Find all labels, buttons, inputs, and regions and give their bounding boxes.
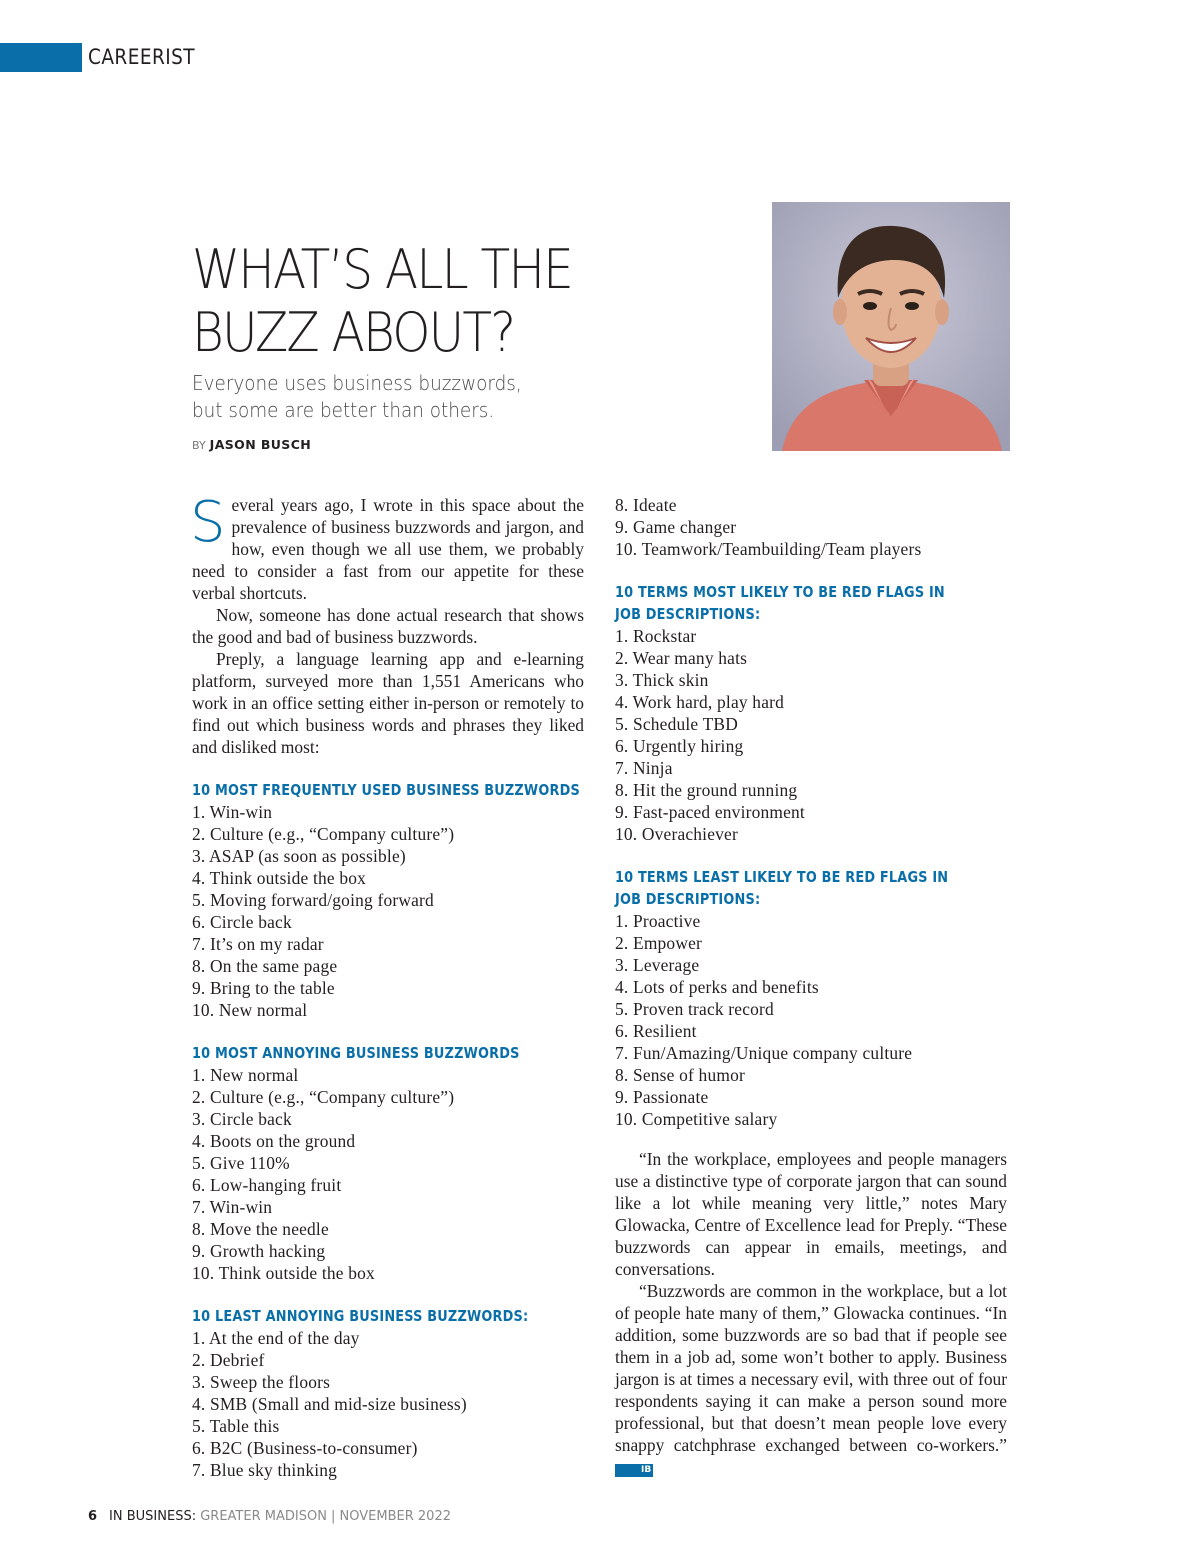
spacer: [615, 560, 1007, 581]
list-item: 2. Debrief: [192, 1350, 265, 1370]
list-item: 3. Sweep the floors: [192, 1372, 331, 1392]
list-item: 9. Bring to the table: [192, 978, 335, 998]
list-item: 8. Move the needle: [192, 1219, 329, 1239]
intro-paragraph-3: Preply, a language learning app and e-learning platform, surveyed more than 1,551 Americans who work in an office setting either in-person or remotely to find out which business words and phrases they liked and disliked most:: [192, 649, 584, 757]
list-item: 8. Hit the ground running: [615, 780, 798, 800]
drop-cap: S: [190, 490, 226, 555]
headline-line-2: BUZZ ABOUT?: [192, 301, 515, 364]
list-item: 6. B2C (Business-to-consumer): [192, 1438, 418, 1458]
spacer: [192, 758, 584, 779]
list-item: 6. Low-hanging fruit: [192, 1175, 342, 1195]
list-item: 1. Win-win: [192, 802, 273, 822]
spacer: [615, 845, 1007, 866]
list-item: 3. Thick skin: [615, 670, 709, 690]
list-item: 4. SMB (Small and mid-size business): [192, 1394, 467, 1414]
list-red-flags: [615, 625, 1007, 845]
byline-author: JASON BUSCH: [209, 437, 312, 452]
list-item: 10. Think outside the box: [192, 1263, 375, 1283]
list-item: 4. Think outside the box: [192, 868, 367, 888]
list-item: 3. Leverage: [615, 955, 700, 975]
list-item: 7. Ninja: [615, 758, 673, 778]
list-item: 6. Urgently hiring: [615, 736, 744, 756]
headline-line-1: WHAT’S ALL THE: [192, 238, 573, 301]
list-item: 10. Competitive salary: [615, 1109, 778, 1129]
list-item: 1. Proactive: [615, 911, 701, 931]
publication-name: IN BUSINESS:: [109, 1509, 197, 1524]
list-item: 9. Fast-paced environment: [615, 802, 805, 822]
deck-line-2: but some are better than others.: [192, 398, 495, 422]
closing-paragraph-2: [615, 1280, 1007, 1478]
list-not-red-flags: [615, 910, 1007, 1130]
list-item: 4. Lots of perks and benefits: [615, 977, 819, 997]
list-item: 5. Schedule TBD: [615, 714, 738, 734]
list-item: 2. Empower: [615, 933, 703, 953]
intro-paragraph-1-text: everal years ago, I wrote in this space about the prevalence of business buzzwords and jargon, and how, even though we all use them, we probably need to consider a fast from our appetite for these verbal shortcuts.: [192, 495, 584, 603]
page-number: 6: [88, 1509, 98, 1524]
list-item: 5. Proven track record: [615, 999, 774, 1019]
list-item: 9. Passionate: [615, 1087, 709, 1107]
list-heading-most-annoying: 10 MOST ANNOYING BUSINESS BUZZWORDS: [192, 1044, 520, 1062]
spacer: [615, 1130, 1007, 1148]
list-item: 6. Circle back: [192, 912, 292, 932]
list-item: 2. Wear many hats: [615, 648, 748, 668]
byline-prefix: BY: [192, 439, 206, 452]
deck-subtitle: [192, 370, 612, 424]
list-item: 7. It’s on my radar: [192, 934, 324, 954]
list-item: 7. Fun/Amazing/Unique company culture: [615, 1043, 913, 1063]
list-item: 6. Resilient: [615, 1021, 697, 1041]
section-color-bar: [0, 43, 82, 72]
list-item: 8. Ideate: [615, 495, 677, 515]
list-item: 1. Rockstar: [615, 626, 697, 646]
intro-paragraph-1: [190, 490, 584, 604]
list-item: 7. Blue sky thinking: [192, 1460, 338, 1480]
list-item: 1. New normal: [192, 1065, 299, 1085]
list-item: 10. Teamwork/Teambuilding/Team players: [615, 539, 922, 559]
list-item: 3. ASAP (as soon as possible): [192, 846, 406, 866]
list-item: 1. At the end of the day: [192, 1328, 360, 1348]
publication-issue: GREATER MADISON | NOVEMBER 2022: [196, 1509, 451, 1524]
headline: [192, 238, 712, 364]
list-heading-red-flags: 10 TERMS MOST LIKELY TO BE RED FLAGS IN JOB DESCRIPTIONS:: [615, 583, 945, 623]
intro-paragraph-2: Now, someone has done actual research that shows the good and bad of business buzzwords.: [192, 605, 584, 647]
list-item: 4. Boots on the ground: [192, 1131, 356, 1151]
closing-paragraph-1: “In the workplace, employees and people managers use a distinctive type of corporate jargon that can sound like a lot while meaning very little,” notes Mary Glowacka, Centre of Excellence lead for Preply. “These buzzwords can appear in emails, meetings, and conversations.: [615, 1149, 1007, 1279]
list-item: 5. Give 110%: [192, 1153, 290, 1173]
list-item: 9. Game changer: [615, 517, 737, 537]
section-label: CAREERIST: [88, 45, 196, 69]
column-right: [615, 494, 1007, 1478]
list-most-used: [192, 801, 584, 1021]
list-least-annoying: [192, 1327, 584, 1481]
list-most-annoying: [192, 1064, 584, 1284]
author-photo: [772, 202, 1010, 451]
list-item: 10. New normal: [192, 1000, 308, 1020]
list-item: 4. Work hard, play hard: [615, 692, 785, 712]
deck-line-1: Everyone uses business buzzwords,: [192, 371, 522, 395]
list-heading-most-used: 10 MOST FREQUENTLY USED BUSINESS BUZZWORDS: [192, 781, 580, 799]
spacer: [192, 1021, 584, 1042]
list-item: 8. On the same page: [192, 956, 338, 976]
spacer: [192, 1284, 584, 1305]
list-item: 7. Win-win: [192, 1197, 273, 1217]
end-mark-icon: IB: [615, 1464, 653, 1477]
list-item: 5. Moving forward/going forward: [192, 890, 434, 910]
page-footer: [88, 1509, 451, 1524]
list-item: 2. Culture (e.g., “Company culture”): [192, 824, 455, 844]
closing-paragraph-2-text: “Buzzwords are common in the workplace, but a lot of people hate many of them,” Glowacka continues. “In addition, some buzzwords are so bad that if people see them in a job ad, some won’t bother to apply. Business jargon is at times a necessary evil, with three out of four respondents saying it can make a person sound more professional, but that doesn’t mean people love every snappy catchphrase exchanged between co-workers.”: [615, 1281, 1007, 1455]
list-least-annoying-continued: [615, 494, 1007, 560]
column-left: [190, 490, 584, 1481]
list-item: 10. Overachiever: [615, 824, 738, 844]
list-item: 5. Table this: [192, 1416, 280, 1436]
list-item: 3. Circle back: [192, 1109, 292, 1129]
list-item: 2. Culture (e.g., “Company culture”): [192, 1087, 455, 1107]
list-item: 9. Growth hacking: [192, 1241, 326, 1261]
list-item: 8. Sense of humor: [615, 1065, 745, 1085]
byline: [192, 437, 311, 452]
list-heading-not-red-flags: 10 TERMS LEAST LIKELY TO BE RED FLAGS IN JOB DESCRIPTIONS:: [615, 868, 949, 908]
list-heading-least-annoying: 10 LEAST ANNOYING BUSINESS BUZZWORDS:: [192, 1307, 529, 1325]
